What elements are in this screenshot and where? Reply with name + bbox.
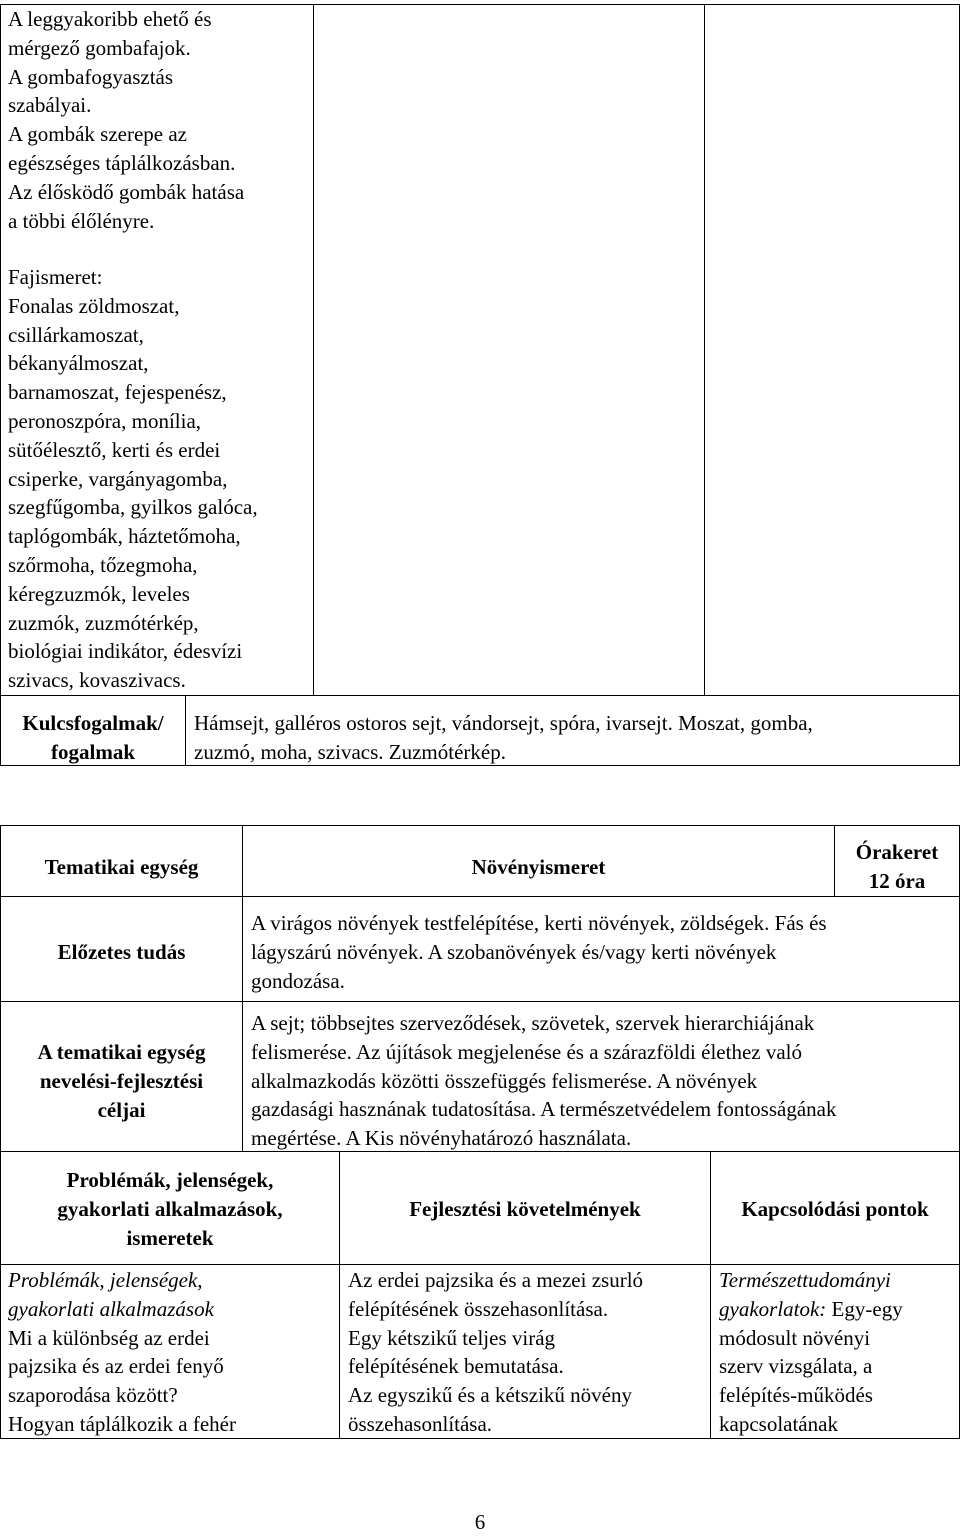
celjai-text: A sejt; többsejtes szerveződések, szövetek, szervek hierarchiájának felismerése. Az újítások megjelenése és a szárazföldi élethez való alkalmazkodás közötti összefüggés felismerése. A növények gazdasági hasznának tudatosítása. A természetvédelem fontosságának megértése. A Kis növényhatározó használata.: [251, 1011, 837, 1151]
key-concepts-label: Kulcsfogalmak/ fogalmak: [22, 711, 164, 764]
table-border: [313, 4, 314, 696]
problems-header: Problémák, jelenségek, gyakorlati alkalmazások, ismeretek: [57, 1168, 283, 1250]
table-border: [0, 825, 1, 1439]
celjai-label: A tematikai egység nevelési-fejlesztési céljai: [37, 1040, 206, 1122]
table-border: [185, 695, 186, 766]
species-knowledge: Fajismeret: Fonalas zöldmoszat, csillárkamoszat, békanyálmoszat, barnamoszat, fejespenész, peronoszpóra, monília, sütőélesztő, kerti és erdei csiperke, vargányagomba, szegfűgomba, gyilkos galóca, taplógombák, háztetőmoha, szőrmoha, tőzegmoha, kéregzuzmók, leveles zuzmók, zuzmótérkép, biológiai indikátor, édesvízi szivacs, kovaszivacs.: [8, 263, 308, 695]
orakeret-cell: [835, 838, 959, 896]
fejlesztesi-cell: Az erdei pajzsika és a mezei zsurló felépítésének összehasonlítása. Egy kétszikű teljes virág felépítésének bemutatása. Az egyszikű és a kétszikű növény összehasonlítása.: [348, 1268, 644, 1436]
table-border: [0, 1264, 960, 1265]
page-number: 6: [474, 1510, 486, 1534]
elozetes-text: A virágos növények testfelépítése, kerti növények, zöldségek. Fás és lágyszárú növények. A szobanövények és/vagy kerti növények gondozása.: [251, 911, 827, 993]
problems-cell: Problémák, jelenségek, gyakorlati alkalmazások Mi a különbség az erdei pajzsika és az erdei fenyő szaporodása között? Hogyan táplálkozik a fehér: [8, 1268, 236, 1436]
elozetes-label: Előzetes tudás: [57, 940, 186, 964]
fajismeret-label: Fajismeret:: [8, 265, 103, 289]
table-border: [704, 4, 705, 696]
kapcsolodasi-cell: Természettudományi gyakorlatok: Egy-egy módosult növényi szerv vizsgálata, a felépítés-működés kapcsolatának: [719, 1268, 903, 1436]
topic-list: A leggyakoribb ehető és mérgező gombafajok. A gombafogyasztás szabályai. A gombák szerepe az egészséges táplálkozásban. Az élősködő gombák hatása a többi élőlényre.: [8, 7, 245, 233]
key-concepts-text: Hámsejt, galléros ostoros sejt, vándorsejt, spóra, ivarsejt. Moszat, gomba, zuzmó, moha, szivacs. Zuzmótérkép.: [194, 711, 813, 764]
table-border: [0, 4, 1, 766]
orakeret-value: 12 óra: [868, 868, 926, 893]
table-border: [0, 1001, 960, 1002]
fejlesztesi-header: Fejlesztési követelmények: [409, 1197, 641, 1221]
tematikai-value: Növényismeret: [471, 855, 606, 879]
tematikai-label: Tematikai egység: [44, 855, 199, 879]
table-border: [0, 896, 960, 897]
table-border: [0, 825, 960, 826]
kapcsolodasi-header: Kapcsolódási pontok: [741, 1197, 929, 1221]
table-border: [0, 695, 960, 696]
orakeret-label: Órakeret: [855, 840, 939, 864]
